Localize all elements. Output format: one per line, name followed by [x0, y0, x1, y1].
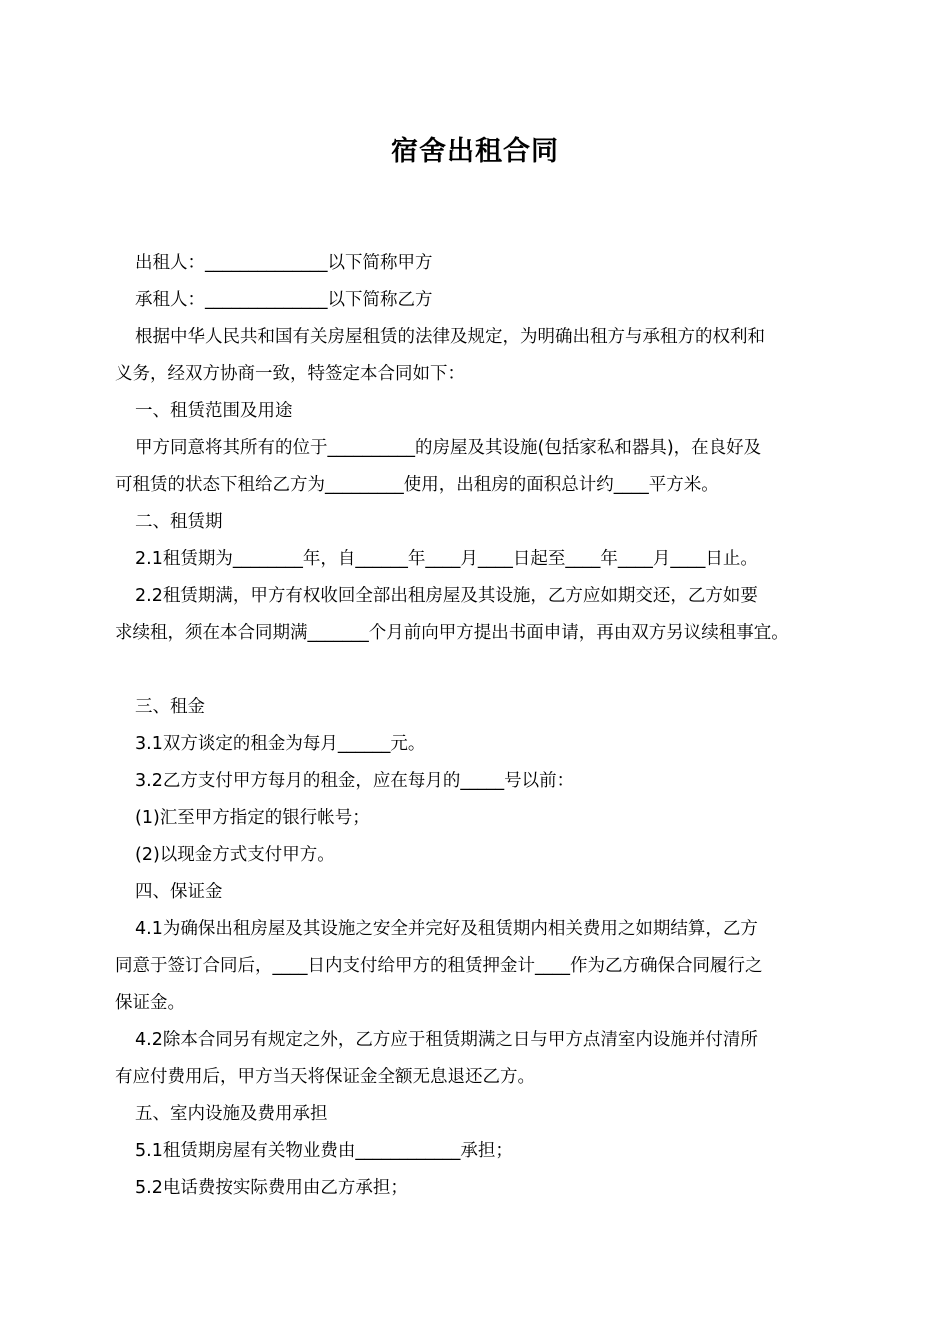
paragraph-line: 2.2租赁期满，甲方有权收回全部出租房屋及其设施，乙方应如期交还，乙方如要: [135, 586, 758, 606]
paragraph-line: 同意于签订合同后，____日内支付给甲方的租赁押金计____作为乙方确保合同履行之: [115, 956, 763, 976]
paragraph-line: 义务，经双方协商一致，特签定本合同如下：: [115, 364, 465, 384]
paragraph-line: 4.1为确保出租房屋及其设施之安全并完好及租赁期内相关费用之如期结算，乙方: [135, 919, 758, 939]
list-item: (2)以现金方式支付甲方。: [135, 845, 335, 865]
paragraph-line: 可租赁的状态下租给乙方为_________使用，出租房的面积总计约____平方米。: [115, 475, 719, 495]
paragraph-line: 甲方同意将其所有的位于__________的房屋及其设施(包括家私和器具)，在良好及: [135, 438, 762, 458]
paragraph-line: 求续租，须在本合同期满_______个月前向甲方提出书面申请，再由双方另议续租事宜。: [115, 623, 789, 643]
section-heading: 二、租赁期: [135, 512, 223, 532]
paragraph-line: 保证金。: [115, 993, 185, 1013]
section-heading: 四、保证金: [135, 882, 223, 902]
paragraph-line: 2.1租赁期为________年，自______年____月____日起至____年____月____日止。: [135, 549, 758, 569]
contract-body: [115, 245, 855, 1207]
section-heading: 五、室内设施及费用承担: [135, 1104, 328, 1124]
paragraph-line: 5.1租赁期房屋有关物业费由____________承担；: [135, 1141, 513, 1161]
section-heading: 一、租赁范围及用途: [135, 401, 293, 421]
blank-line: [115, 652, 855, 689]
paragraph-line: 4.2除本合同另有规定之外，乙方应于租赁期满之日与甲方点清室内设施并付清所: [135, 1030, 758, 1050]
page-title: 宿舍出租合同: [391, 136, 559, 167]
paragraph-line: 3.2乙方支付甲方每月的租金，应在每月的_____号以前：: [135, 771, 575, 791]
paragraph-line: 根据中华人民共和国有关房屋租赁的法律及规定，为明确出租方与承租方的权利和: [135, 327, 765, 347]
paragraph-line: 有应付费用后，甲方当天将保证金全额无息退还乙方。: [115, 1067, 535, 1087]
section-heading: 三、租金: [135, 697, 205, 717]
paragraph-line: 3.1双方谈定的租金为每月______元。: [135, 734, 426, 754]
lessor-line: 出租人：______________以下简称甲方: [135, 253, 433, 273]
paragraph-line: 5.2电话费按实际费用由乙方承担；: [135, 1178, 408, 1198]
list-item: (1)汇至甲方指定的银行帐号；: [135, 808, 370, 828]
lessee-line: 承租人：______________以下简称乙方: [135, 290, 433, 310]
